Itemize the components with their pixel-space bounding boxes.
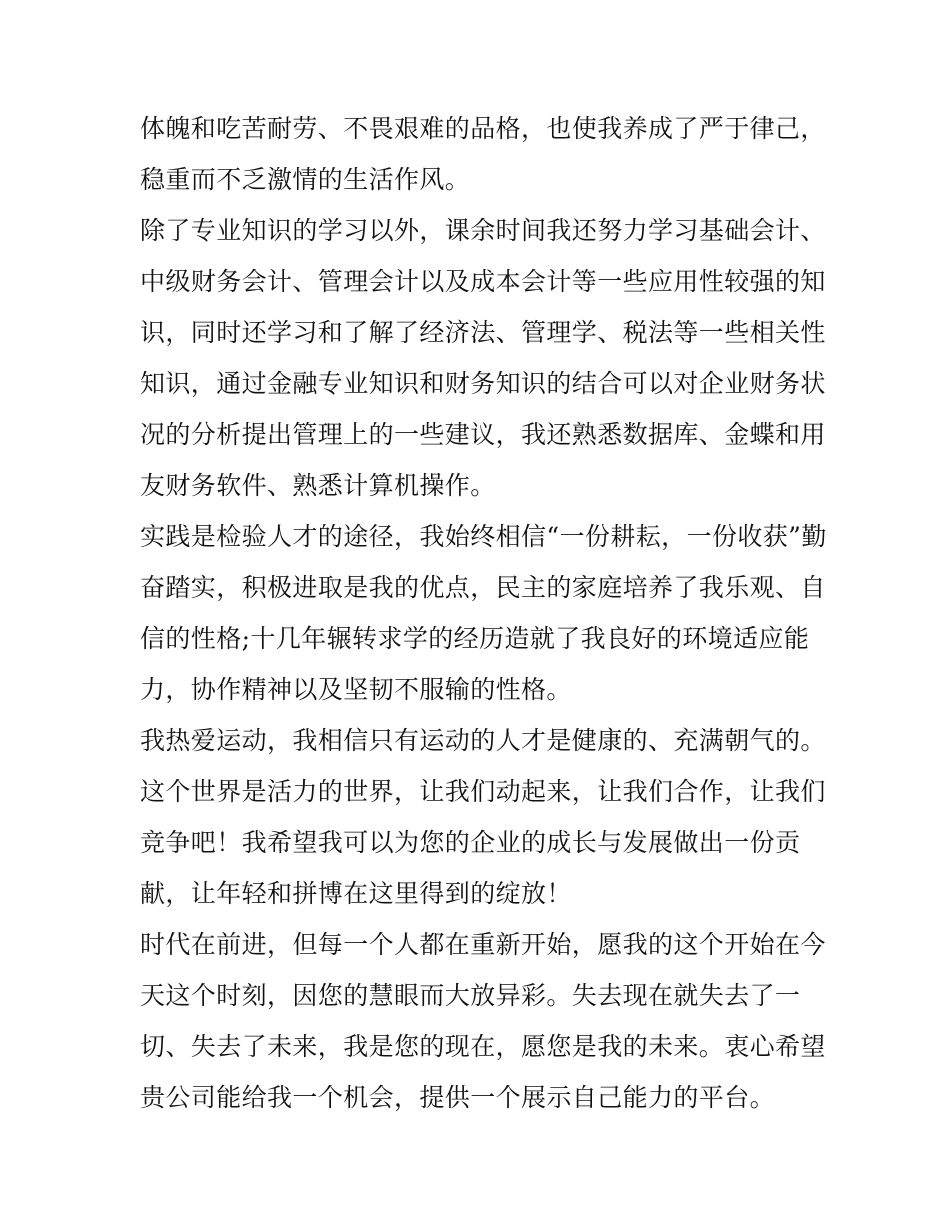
- text-line: 稳重而不乏激情的生活作风。: [140, 165, 471, 194]
- text-line: 贵公司能给我一个机会，提供一个展示自己能力的平台。: [140, 1083, 776, 1112]
- text-line: 体魄和吃苦耐劳、不畏艰难的品格，也使我养成了严于律己，: [140, 114, 826, 143]
- text-line: 这个世界是活力的世界，让我们动起来，让我们合作，让我们: [140, 777, 826, 806]
- text-line: 时代在前进，但每一个人都在重新开始，愿我的这个开始在今: [140, 930, 826, 959]
- text-line: 竞争吧！我希望我可以为您的企业的成长与发展做出一份贡: [140, 828, 801, 857]
- text-line: 我热爱运动，我相信只有运动的人才是健康的、充满朝气的。: [140, 726, 826, 755]
- text-line: 实践是检验人才的途径，我始终相信“一份耕耘，一份收获”勤: [140, 522, 827, 551]
- text-line: 友财务软件、熟悉计算机操作。: [140, 471, 496, 500]
- text-line: 知识，通过金融专业知识和财务知识的结合可以对企业财务状: [140, 369, 826, 398]
- text-line: 切、失去了未来，我是您的现在，愿您是我的未来。衷心希望: [140, 1032, 826, 1061]
- text-line: 天这个时刻，因您的慧眼而大放异彩。失去现在就失去了一: [140, 981, 801, 1010]
- text-line: 况的分析提出管理上的一些建议，我还熟悉数据库、金蝶和用: [140, 420, 826, 449]
- text-line: 中级财务会计、管理会计以及成本会计等一些应用性较强的知: [140, 267, 826, 296]
- text-line: 献，让年轻和拼博在这里得到的绽放！: [140, 879, 572, 908]
- text-line: 力，协作精神以及坚韧不服输的性格。: [140, 675, 572, 704]
- body-text: [140, 103, 827, 1123]
- text-line: 奋踏实，积极进取是我的优点，民主的家庭培养了我乐观、自: [140, 573, 826, 602]
- text-line: 除了专业知识的学习以外，课余时间我还努力学习基础会计、: [140, 216, 826, 245]
- text-line: 信的性格;十几年辗转求学的经历造就了我良好的环境适应能: [140, 624, 810, 653]
- text-line: 识，同时还学习和了解了经济法、管理学、税法等一些相关性: [140, 318, 826, 347]
